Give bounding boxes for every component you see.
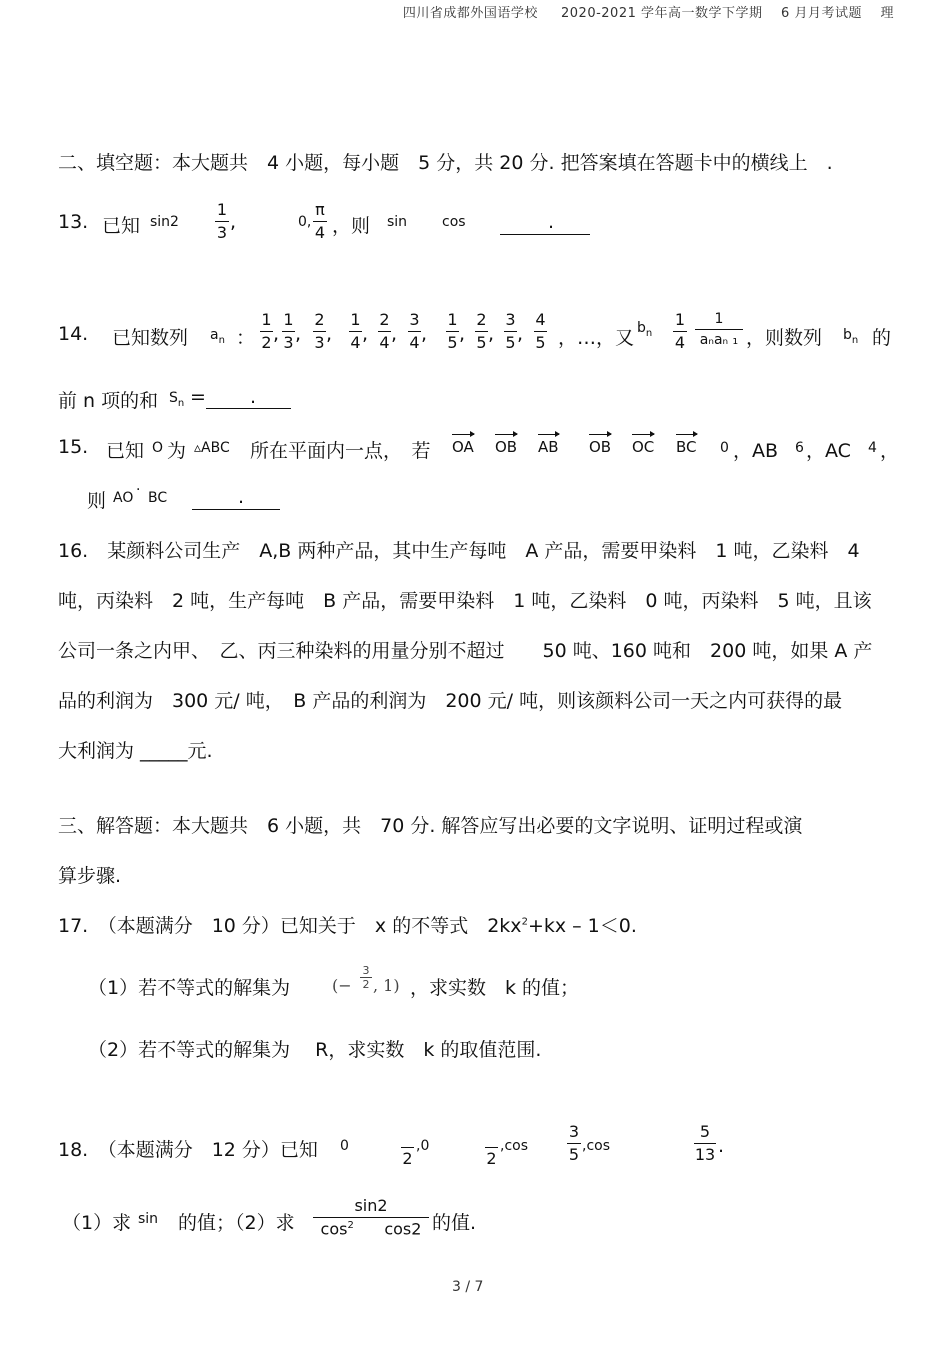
q18-zero: 0 bbox=[340, 1138, 349, 1154]
q18-part-b: 的值；（2）求 bbox=[178, 1212, 295, 1234]
q13-sin: sin bbox=[387, 214, 408, 230]
q13-number: 13. bbox=[58, 211, 89, 233]
q18-t1: ,0 bbox=[416, 1138, 430, 1154]
q15-answer-blank bbox=[192, 509, 280, 510]
header-term: 2020-2021 学年高一数学下学期 bbox=[561, 6, 763, 21]
section3-title-line-2: 算步骤. bbox=[58, 865, 122, 887]
q18-t2: ,cos bbox=[500, 1138, 529, 1154]
q14-term-num: 3 bbox=[409, 310, 420, 329]
q13-cos: cos bbox=[442, 214, 466, 230]
q14-fraction-quarter bbox=[673, 312, 687, 351]
q14-term-den: 5 bbox=[535, 333, 546, 352]
q14-sequence-term bbox=[260, 312, 273, 351]
header-exam: 6 月月考试题 bbox=[781, 6, 862, 21]
q14-sequence-term bbox=[504, 312, 517, 351]
q14-sequence-comma: , bbox=[517, 323, 524, 345]
q14-fraction-reciprocal bbox=[695, 312, 743, 347]
q14-term-num: 1 bbox=[261, 310, 272, 329]
q18-fraction-expression bbox=[313, 1198, 429, 1237]
q15-bc: BC bbox=[148, 490, 168, 506]
q14-text-b: ，则数列 bbox=[746, 327, 823, 349]
q14-a-n bbox=[210, 327, 225, 346]
header-subject: 理 bbox=[880, 6, 894, 21]
q18-d2: 2 bbox=[486, 1149, 497, 1168]
q15-text-b: 为 bbox=[167, 440, 187, 462]
q17-main-b: +kx – 1＜0. bbox=[527, 915, 637, 937]
q14-a: a bbox=[210, 327, 219, 343]
q14-ellipsis: ，…，又 bbox=[558, 327, 635, 349]
q18-frac-den-sup: 2 bbox=[347, 1220, 354, 1231]
q14-a-sub: n bbox=[218, 334, 225, 346]
q14-recip-den: aₙaₙ ₁ bbox=[699, 332, 739, 348]
q13-text-b: ，则 bbox=[332, 215, 371, 237]
q14-sequence-comma: , bbox=[488, 323, 495, 345]
q14-term-num: 3 bbox=[505, 310, 516, 329]
q17-frac-num: 3 bbox=[362, 964, 370, 977]
q18-fraction-2 bbox=[485, 1128, 498, 1167]
q14-term-den: 3 bbox=[283, 333, 294, 352]
q17-part1-text-b: ，求实数 k 的值； bbox=[410, 977, 580, 999]
q15-zero: 0 bbox=[720, 440, 729, 456]
q14-b-n: $b_n$ bbox=[637, 320, 653, 339]
q14-term-den: 5 bbox=[505, 333, 516, 352]
q15-ac: ，AC bbox=[806, 440, 851, 462]
q14-term-den: 4 bbox=[409, 333, 420, 352]
q14-sequence-term bbox=[534, 312, 547, 351]
q18-part-c: 的值. bbox=[432, 1212, 477, 1234]
q14-sequence-comma: , bbox=[459, 323, 466, 345]
q14-term-num: 1 bbox=[350, 310, 361, 329]
q18-fraction-1 bbox=[401, 1128, 414, 1167]
q14-sequence-term bbox=[313, 312, 326, 351]
page-header bbox=[403, 2, 894, 21]
q18-frac-den bbox=[313, 1218, 429, 1237]
q15-four: 4 bbox=[868, 440, 877, 456]
q18-frac-den-cos2: cos2 bbox=[384, 1219, 422, 1239]
q15-vector-bc: BC bbox=[676, 438, 697, 456]
q15-triangle: ▵ABC bbox=[194, 440, 230, 456]
section2-title: 二、填空题：本大题共 4 小题，每小题 5 分，共 20 分. 把答案填在答题卡中的横线上 . bbox=[58, 152, 833, 174]
q18-frac-den-cos: cos bbox=[320, 1219, 348, 1239]
q17-part1-close: , 1) bbox=[373, 976, 400, 995]
q14-term-den: 5 bbox=[476, 333, 487, 352]
q17-part2: （2）若不等式的解集为 R，求实数 k 的取值范围. bbox=[88, 1039, 542, 1061]
q14-term-num: 4 bbox=[535, 310, 546, 329]
q14-sequence-term bbox=[446, 312, 459, 351]
q14-quarter-num: 1 bbox=[674, 310, 686, 329]
q14-equals: = bbox=[190, 386, 206, 408]
q14-b: b bbox=[637, 320, 646, 336]
q14-sequence-term bbox=[378, 312, 391, 351]
q14-sequence-comma: , bbox=[295, 323, 302, 345]
q15-vector-ob-2: OB bbox=[589, 438, 612, 456]
q13-frac-den: 3 bbox=[216, 223, 228, 242]
q13-answer-blank bbox=[500, 234, 590, 235]
q17-part1-text-a: （1）若不等式的解集为 bbox=[88, 977, 291, 999]
q14-term-den: 4 bbox=[379, 333, 390, 352]
q16-line-2: 吨，丙染料 2 吨，生产每吨 B 产品，需要甲染料 1 吨，乙染料 0 吨，丙染料 5 吨，且该 bbox=[58, 590, 872, 612]
q14-blank-dot: . bbox=[250, 386, 257, 408]
q16-line-3: 公司一条之内甲、 乙、丙三种染料的用量分别不超过 50 吨、160 吨和 200 吨，如果 A 产 bbox=[58, 640, 873, 662]
q15-text-a: 已知 bbox=[106, 440, 145, 462]
q15-vector-ob: OB bbox=[495, 438, 518, 456]
q13-pi-num: π bbox=[315, 200, 325, 219]
q14-term-den: 2 bbox=[261, 333, 272, 352]
q18-frac-num: sin2 bbox=[354, 1196, 388, 1215]
q14-line2-text: 前 n 项的和 bbox=[58, 390, 159, 412]
q15-point-o: O bbox=[152, 440, 164, 456]
q14-sequence-comma: , bbox=[391, 323, 398, 345]
q17-sup: 2 bbox=[521, 916, 528, 928]
q14-number: 14. bbox=[58, 323, 89, 345]
q13-comma: , bbox=[230, 211, 237, 233]
q16-line-5: 大利润为 _____元. bbox=[58, 740, 213, 762]
q14-s-n: $S_n$ bbox=[169, 390, 185, 409]
q13-frac-num: 1 bbox=[216, 200, 228, 219]
q14-sequence-term bbox=[282, 312, 295, 351]
q15-ao: AO bbox=[113, 490, 134, 506]
q13-fraction-pi-four bbox=[313, 202, 327, 241]
q18-f3-num: 3 bbox=[568, 1122, 580, 1141]
q13-sin2: sin2 bbox=[150, 214, 179, 230]
q15-dot-product: · bbox=[136, 482, 141, 498]
q17-frac-den: 2 bbox=[362, 978, 370, 991]
q15-vector-oa: OA bbox=[452, 438, 474, 456]
q14-term-den: 4 bbox=[350, 333, 361, 352]
q18-d1: 2 bbox=[402, 1149, 413, 1168]
section3-title-line-1: 三、解答题：本大题共 6 小题，共 70 分. 解答应写出必要的文字说明、证明过程或演 bbox=[58, 815, 803, 837]
q14-term-num: 1 bbox=[447, 310, 458, 329]
q15-ab: ，AB bbox=[733, 440, 779, 462]
q15-number: 15. bbox=[58, 436, 89, 458]
q13-text-a: 已知 bbox=[102, 215, 141, 237]
q14-sequence-term bbox=[349, 312, 362, 351]
q14-term-num: 2 bbox=[476, 310, 487, 329]
q14-sequence-term bbox=[408, 312, 421, 351]
q14-sequence-comma: , bbox=[326, 323, 333, 345]
q17-part1-open: (− bbox=[332, 976, 352, 995]
q18-fraction-three-fifths bbox=[567, 1124, 581, 1163]
q15-vector-oc: OC bbox=[632, 438, 655, 456]
q14-quarter-den: 4 bbox=[674, 333, 686, 352]
page-number: 3 / 7 bbox=[452, 1279, 484, 1295]
q13-interval-start: 0, bbox=[298, 214, 312, 230]
q18-part-a: （1）求 bbox=[62, 1212, 132, 1234]
q14-recip-num: 1 bbox=[714, 311, 724, 327]
q14-sequence-term bbox=[475, 312, 488, 351]
q14-answer-blank bbox=[206, 408, 291, 409]
q14-term-den: 3 bbox=[314, 333, 325, 352]
q14-sequence-comma: , bbox=[362, 323, 369, 345]
q14-sequence-comma: , bbox=[421, 323, 428, 345]
q17-fraction-three-halves bbox=[360, 965, 372, 990]
q14-text-c: 的 bbox=[872, 327, 892, 349]
q18-t3: ,cos bbox=[582, 1138, 611, 1154]
q14-sequence-comma: , bbox=[273, 323, 280, 345]
q18-sin: sin bbox=[138, 1211, 159, 1227]
q13-fraction-one-third bbox=[215, 202, 229, 241]
q18-f4-den: 13 bbox=[694, 1145, 716, 1164]
q15-vector-ab: AB bbox=[538, 438, 559, 456]
q18-fraction-five-thirteenths bbox=[694, 1124, 716, 1163]
header-school: 四川省成都外国语学校 bbox=[402, 6, 538, 21]
q15-blank-dot: . bbox=[238, 486, 245, 508]
q18-f4-num: 5 bbox=[699, 1122, 711, 1141]
q14-text-a: 已知数列 bbox=[112, 327, 189, 349]
q18-f3-den: 5 bbox=[568, 1145, 580, 1164]
q15-comma: ， bbox=[880, 440, 900, 462]
q14-s: S bbox=[169, 390, 178, 406]
q16-line-4: 品的利润为 300 元/ 吨， B 产品的利润为 200 元/ 吨，则该颜料公司一天之内可获得的最 bbox=[58, 690, 843, 712]
q14-b-n-2: $b_n$ bbox=[843, 327, 859, 346]
q15-text-c: 所在平面内一点， 若 bbox=[250, 440, 431, 462]
q14-term-den: 5 bbox=[447, 333, 458, 352]
q14-term-num: 2 bbox=[314, 310, 325, 329]
q13-blank-dot: . bbox=[548, 211, 555, 233]
q13-pi-den: 4 bbox=[314, 223, 326, 242]
q15-then: 则 bbox=[87, 490, 107, 512]
q14-term-num: 2 bbox=[379, 310, 390, 329]
q15-six: 6 bbox=[795, 440, 804, 456]
q18-main-a: 18. （本题满分 12 分）已知 bbox=[58, 1139, 318, 1161]
q14-term-num: 1 bbox=[283, 310, 294, 329]
q17-main bbox=[58, 911, 637, 938]
q16-line-1: 16. 某颜料公司生产 A,B 两种产品，其中生产每吨 A 产品，需要甲染料 1 吨，乙染料 4 bbox=[58, 540, 860, 562]
q17-main-a: 17. （本题满分 10 分）已知关于 x 的不等式 2kx bbox=[58, 915, 522, 937]
q18-period: . bbox=[718, 1135, 725, 1157]
q14-colon: ： bbox=[236, 327, 256, 349]
